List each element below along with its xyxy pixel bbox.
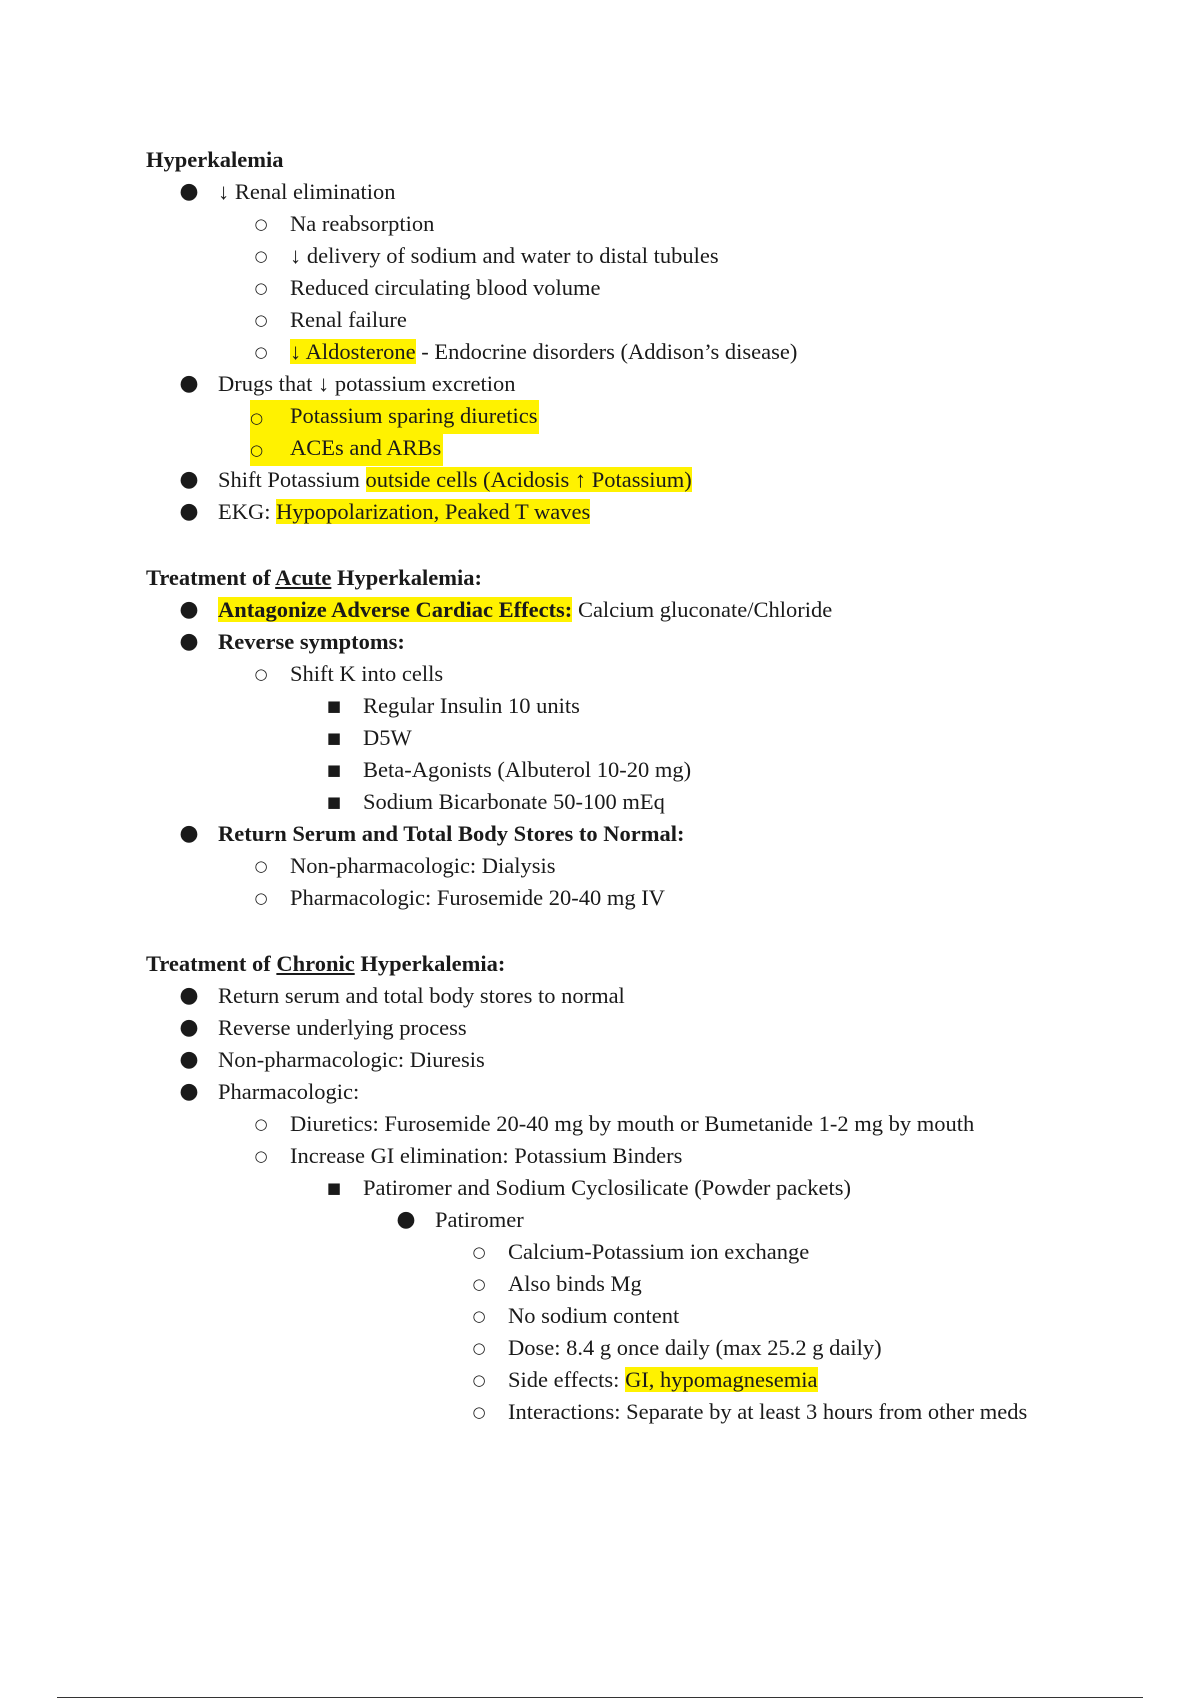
list-item: [0, 1044, 1200, 1076]
list-item: [0, 690, 1200, 722]
heading-text: Hyperkalemia: [146, 147, 284, 172]
page-bottom-rule: [57, 1697, 1143, 1698]
list-item-text: Pharmacologic: Furosemide 20-40 mg IV: [290, 885, 665, 910]
bullet-circle: ○: [254, 665, 268, 683]
list-item: [0, 1076, 1200, 1108]
list-item-text: Return serum and total body stores to normal: [218, 983, 625, 1008]
bullet-circle: ○: [472, 1403, 486, 1421]
bullet-circle: ○: [254, 1115, 268, 1133]
list-item: [0, 786, 1200, 818]
list-item-text: Pharmacologic:: [218, 1079, 360, 1104]
bullet-circle: ○: [472, 1307, 486, 1325]
list-item-text: [218, 464, 692, 496]
bullet-square: ■: [326, 761, 342, 779]
heading-suffix: Hyperkalemia:: [331, 565, 482, 590]
bullet-circle: ○: [254, 311, 268, 329]
list-item: [0, 980, 1200, 1012]
highlighted-text: outside cells (Acidosis ↑ Potassium): [365, 467, 692, 492]
bullet-circle: ○: [254, 343, 268, 361]
bullet-square: ■: [326, 793, 342, 811]
list-item-text: D5W: [363, 725, 412, 750]
list-item-text: Increase GI elimination: Potassium Binders: [290, 1143, 683, 1168]
list-item: [0, 594, 1200, 626]
list-item: [0, 658, 1200, 690]
list-item-text: Potassium sparing diuretics: [290, 403, 538, 428]
bullet-disc: ●: [396, 1207, 416, 1232]
list-item: [0, 1396, 1200, 1428]
list-item-text: Renal failure: [290, 307, 407, 332]
list-item: [0, 208, 1200, 240]
plain-text: Calcium gluconate/Chloride: [572, 597, 833, 622]
heading-suffix: Hyperkalemia:: [354, 951, 506, 976]
list-item: [0, 754, 1200, 786]
list-item: [0, 722, 1200, 754]
bullet-disc: ●: [179, 467, 199, 492]
list-item: [0, 336, 1200, 368]
list-item: [0, 1140, 1200, 1172]
list-item: [0, 272, 1200, 304]
list-item-text: Reverse underlying process: [218, 1015, 467, 1040]
bullet-circle: ○: [254, 857, 268, 875]
list-item: [0, 850, 1200, 882]
plain-text: Side effects:: [508, 1367, 626, 1392]
list-item-text: Non-pharmacologic: Dialysis: [290, 853, 556, 878]
bullet-disc: ●: [179, 1079, 199, 1104]
list-item: [0, 368, 1200, 400]
heading-prefix: Treatment of: [146, 565, 276, 590]
bullet-disc: ●: [179, 1047, 199, 1072]
list-item: [0, 1364, 1200, 1396]
highlighted-list-item: [250, 432, 443, 466]
list-item-text: Diuretics: Furosemide 20-40 mg by mouth or Bumetanide 1-2 mg by mouth: [290, 1111, 975, 1136]
list-item: [0, 1300, 1200, 1332]
bullet-circle: ○: [472, 1243, 486, 1261]
bullet-circle: ○: [254, 1147, 268, 1165]
list-item: [0, 400, 1200, 432]
plain-text: - Endocrine disorders (Addison’s disease): [415, 339, 798, 364]
list-item-text: [508, 1364, 818, 1396]
highlighted-text: GI, hypomagnesemia: [625, 1367, 818, 1392]
list-item: [0, 496, 1200, 528]
list-item: [0, 1268, 1200, 1300]
list-item: [0, 1236, 1200, 1268]
list-item-text: Interactions: Separate by at least 3 hours from other meds: [508, 1399, 1028, 1424]
list-item: [0, 818, 1200, 850]
highlighted-list-item: [250, 400, 539, 434]
bullet-circle: ○: [254, 889, 268, 907]
list-item: [0, 1172, 1200, 1204]
list-item-text: Patiromer: [435, 1207, 524, 1232]
bullet-square: ■: [326, 729, 342, 747]
bullet-circle: ○: [472, 1339, 486, 1357]
heading-underlined: Chronic: [276, 951, 355, 976]
list-item-text: Beta-Agonists (Albuterol 10-20 mg): [363, 757, 692, 782]
list-item-text: ↓ Renal elimination: [218, 179, 396, 204]
list-item-text: [218, 496, 590, 528]
bullet-circle: ○: [254, 279, 268, 297]
heading-underlined: Acute: [275, 565, 332, 590]
list-item-text: Non-pharmacologic: Diuresis: [218, 1047, 485, 1072]
list-item-text: Dose: 8.4 g once daily (max 25.2 g daily): [508, 1335, 882, 1360]
list-item-text: Sodium Bicarbonate 50-100 mEq: [363, 789, 665, 814]
list-item: [0, 432, 1200, 464]
plain-text: Shift Potassium: [218, 467, 366, 492]
list-item-text: [218, 594, 832, 626]
list-item-text: [290, 336, 797, 368]
list-item-text: No sodium content: [508, 1303, 680, 1328]
highlighted-text: ↓ Aldosterone: [290, 339, 416, 364]
list-item-text: Drugs that ↓ potassium excretion: [218, 371, 516, 396]
bullet-disc: ●: [179, 371, 199, 396]
bullet-disc: ●: [179, 179, 199, 204]
highlighted-text: Hypopolarization, Peaked T waves: [276, 499, 591, 524]
list-item: [0, 882, 1200, 914]
list-item-text: Also binds Mg: [508, 1271, 642, 1296]
list-item: [0, 1012, 1200, 1044]
list-item-text: ↓ delivery of sodium and water to distal tubules: [290, 243, 719, 268]
list-item: [0, 240, 1200, 272]
list-item: [0, 626, 1200, 658]
list-item-text: Reduced circulating blood volume: [290, 275, 601, 300]
plain-text: EKG:: [218, 499, 277, 524]
bullet-disc: ●: [179, 597, 199, 622]
list-item: [0, 1204, 1200, 1236]
list-item-text: Patiromer and Sodium Cyclosilicate (Powder packets): [363, 1175, 852, 1200]
heading-text: [146, 948, 505, 980]
bullet-disc: ●: [179, 1015, 199, 1040]
bullet-square: ■: [326, 1179, 342, 1197]
list-item: [0, 176, 1200, 208]
bullet-disc: ●: [179, 629, 199, 654]
list-item-text: ACEs and ARBs: [290, 435, 442, 460]
list-item-text: Regular Insulin 10 units: [363, 693, 580, 718]
bullet-circle: ○: [250, 441, 264, 459]
bullet-disc: ●: [179, 983, 199, 1008]
list-item-text: Reverse symptoms:: [218, 629, 405, 654]
list-item-text: Return Serum and Total Body Stores to Normal:: [218, 821, 685, 846]
list-item-text: Shift K into cells: [290, 661, 444, 686]
bullet-circle: ○: [250, 409, 264, 427]
list-item: [0, 1332, 1200, 1364]
section-hyperkalemia-heading: [0, 144, 1200, 176]
bullet-circle: ○: [472, 1371, 486, 1389]
list-item-text: Na reabsorption: [290, 211, 435, 236]
section-chronic-heading: [0, 948, 1200, 980]
list-item: [0, 1108, 1200, 1140]
bullet-circle: ○: [254, 215, 268, 233]
list-item: [0, 304, 1200, 336]
bullet-circle: ○: [472, 1275, 486, 1293]
section-acute-heading: [0, 562, 1200, 594]
highlighted-text: Antagonize Adverse Cardiac Effects:: [218, 597, 573, 622]
heading-text: [146, 562, 482, 594]
bullet-disc: ●: [179, 499, 199, 524]
bullet-circle: ○: [254, 247, 268, 265]
bullet-disc: ●: [179, 821, 199, 846]
list-item: [0, 464, 1200, 496]
list-item-text: Calcium-Potassium ion exchange: [508, 1239, 810, 1264]
heading-prefix: Treatment of: [146, 951, 277, 976]
bullet-square: ■: [326, 697, 342, 715]
